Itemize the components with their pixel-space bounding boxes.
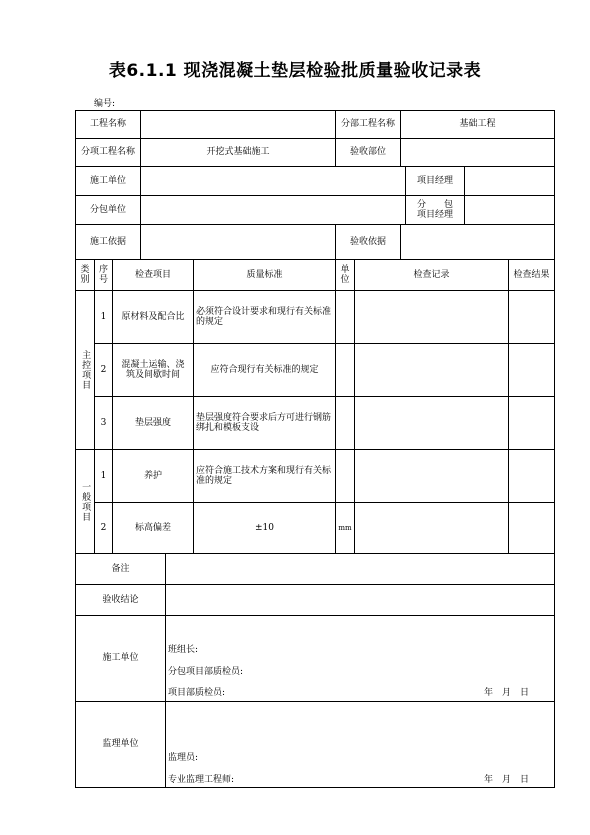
serial-number-label: 编号: — [94, 99, 116, 109]
acceptance-part-field[interactable] — [400, 138, 555, 167]
supervisor-label: 监理员: — [168, 753, 199, 763]
col-seq — [94, 259, 113, 291]
sub-manager-label-line2: 项目经理 — [416, 210, 453, 220]
table-row-item: 标高偏差 — [112, 502, 194, 554]
team-leader-label: 班组长: — [168, 645, 199, 655]
col-result: 检查结果 — [508, 259, 555, 291]
table-row-record[interactable] — [354, 449, 509, 503]
division-label: 分部工程名称 — [335, 110, 401, 139]
construction-unit-field[interactable] — [140, 166, 406, 196]
engineer-label: 专业监理工程师: — [168, 775, 235, 785]
acceptance-part-label: 验收部位 — [335, 138, 401, 167]
table-row-record[interactable] — [354, 502, 509, 554]
project-manager-label: 项目经理 — [405, 166, 465, 196]
table-row-standard: 应符合现行有关标准的规定 — [193, 343, 336, 397]
table-row-seq: 3 — [94, 396, 113, 450]
table-row-result[interactable] — [508, 449, 555, 503]
table-row-unit — [335, 396, 355, 450]
subitem-field[interactable]: 开挖式基础施工 — [140, 138, 336, 167]
sub-manager-field[interactable] — [464, 195, 555, 225]
acceptance-basis-label: 验收依据 — [335, 224, 401, 260]
general-items-category: 一般项目 — [75, 449, 95, 554]
sign-supervision-label: 监理单位 — [75, 701, 166, 788]
table-row-standard: 必须符合设计要求和现行有关标准的规定 — [193, 290, 336, 344]
sub-manager-label — [405, 195, 465, 225]
project-name-field[interactable] — [140, 110, 336, 139]
col-seq-text: 序号 — [99, 264, 109, 285]
remarks-label: 备注 — [75, 553, 166, 585]
subcontract-unit-label: 分包单位 — [75, 195, 141, 225]
table-row-unit: mm — [335, 502, 355, 554]
table-row-seq: 2 — [94, 343, 113, 397]
subcontract-unit-field[interactable] — [140, 195, 406, 225]
col-category — [75, 259, 95, 291]
main-items-category: 主控项目 — [75, 290, 95, 450]
construction-unit-label: 施工单位 — [75, 166, 141, 196]
col-standard: 质量标准 — [193, 259, 336, 291]
table-row-item: 垫层强度 — [112, 396, 194, 450]
sub-manager-label-line1: 分 包 — [416, 199, 453, 210]
table-row-standard: 应符合施工技术方案和现行有关标准的规定 — [193, 449, 336, 503]
division-field[interactable]: 基础工程 — [400, 110, 555, 139]
col-unit-text: 单位 — [340, 264, 350, 285]
table-row-item: 混凝土运输、浇筑及间歇时间 — [112, 343, 194, 397]
acceptance-basis-field[interactable] — [400, 224, 555, 260]
construction-date: 年 月 日 — [484, 688, 530, 698]
table-row-record[interactable] — [354, 396, 509, 450]
table-row-item: 原材料及配合比 — [112, 290, 194, 344]
sub-inspector-label: 分包项目部质检员: — [168, 667, 244, 677]
table-row-item: 养护 — [112, 449, 194, 503]
construction-basis-label: 施工依据 — [75, 224, 141, 260]
dept-inspector-label: 项目部质检员: — [168, 688, 226, 698]
table-row-seq: 1 — [94, 449, 113, 503]
remarks-field[interactable] — [165, 553, 555, 585]
construction-basis-field[interactable] — [140, 224, 336, 260]
col-item: 检查项目 — [112, 259, 194, 291]
table-row-result[interactable] — [508, 502, 555, 554]
table-row-unit — [335, 290, 355, 344]
table-row-unit — [335, 343, 355, 397]
col-unit — [335, 259, 355, 291]
table-row-result[interactable] — [508, 290, 555, 344]
table-row-result[interactable] — [508, 396, 555, 450]
table-row-record[interactable] — [354, 290, 509, 344]
table-row-seq: 1 — [94, 290, 113, 344]
conclusion-label: 验收结论 — [75, 584, 166, 616]
supervision-date: 年 月 日 — [484, 775, 530, 785]
table-row-seq: 2 — [94, 502, 113, 554]
subitem-label: 分项工程名称 — [75, 138, 141, 167]
table-row-standard: ±10 — [193, 502, 336, 554]
table-row-unit — [335, 449, 355, 503]
project-name-label: 工程名称 — [75, 110, 141, 139]
table-row-result[interactable] — [508, 343, 555, 397]
col-record: 检查记录 — [354, 259, 509, 291]
conclusion-field[interactable] — [165, 584, 555, 616]
sign-construction-label: 施工单位 — [75, 615, 166, 702]
page-title: 表6.1.1 现浇混凝土垫层检验批质量验收记录表 — [108, 61, 482, 81]
table-row-standard: 垫层强度符合要求后方可进行钢筋绑扎和模板支设 — [193, 396, 336, 450]
col-category-text: 类别 — [80, 264, 90, 285]
project-manager-field[interactable] — [464, 166, 555, 196]
table-row-record[interactable] — [354, 343, 509, 397]
